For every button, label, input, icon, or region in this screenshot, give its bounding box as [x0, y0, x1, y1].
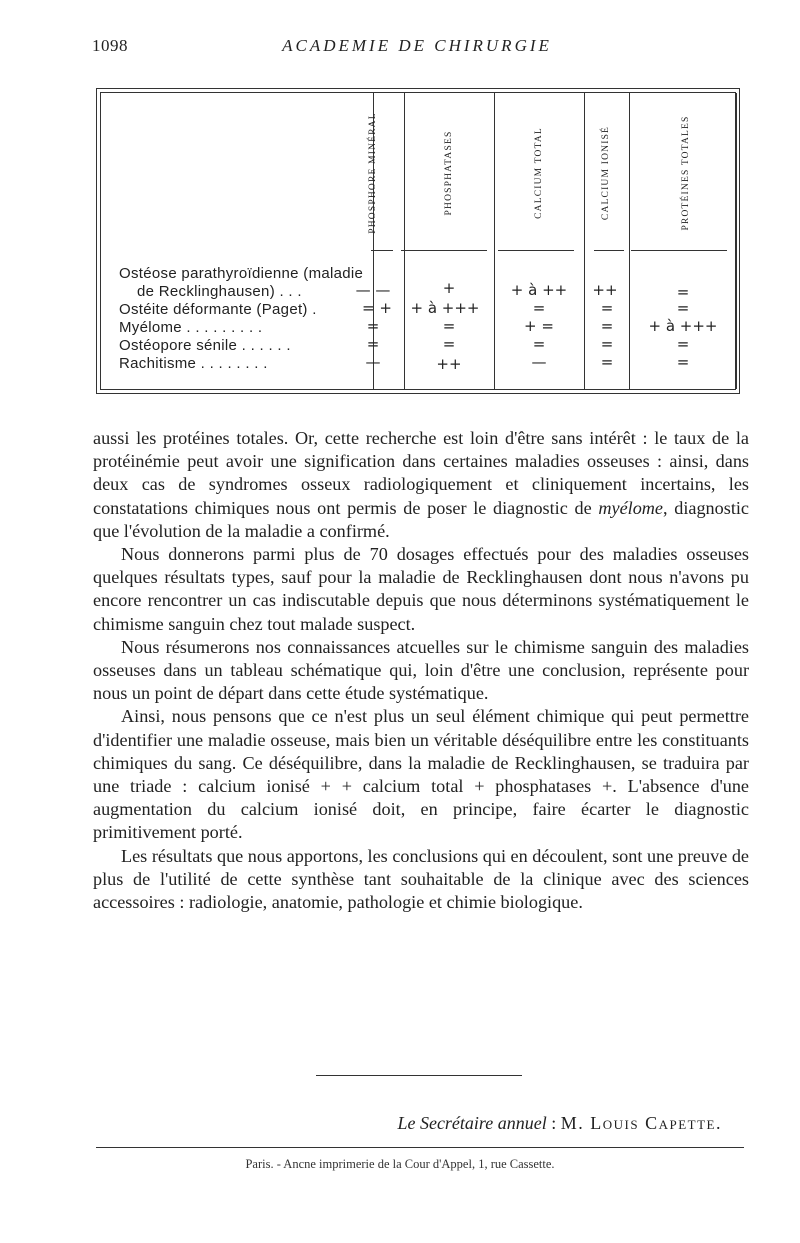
table-cell: — — [531, 353, 547, 371]
page-header — [92, 36, 742, 60]
results-table — [96, 88, 740, 394]
header-rule — [498, 250, 574, 251]
paragraph: aussi les protéines totales. Or, cette recherche est loin d'être sans intérêt : le taux de la protéinémie peut avoir une signification dans certaines maladies osseuses : ainsi, dans deux cas de syndromes osseux radiologiquement et cliniquement incertains, les constatations chimiques nous ont permis de poser le diagnostic de myélome, diagnostic que l'évolution de la maladie a confirmé. — [93, 428, 749, 541]
paragraph: Les résultats que nous apportons, les conclusions qui en découlent, sont une preuve de plus de l'utilité de cette synthèse tant souhaitable de la clinique avec des sciences accessoires : radiologie, anatomie, pathologie et chimie biologique. — [93, 845, 749, 913]
column-rule — [404, 93, 405, 389]
paragraph: Nous donnerons parmi plus de 70 dosages effectués pour des maladies osseuses quelques résultats types, sauf pour la maladie de Recklinghausen dont nous n'avons pu encore rencontrer un cas indiscutable depuis que nous déterminons systématiquement le chimisme sanguin chez tout malade suspect. — [93, 544, 749, 634]
column-rule — [494, 93, 495, 389]
column-rule — [736, 93, 737, 389]
header-rule — [371, 250, 393, 251]
column-rule — [584, 93, 585, 389]
footer-divider — [96, 1147, 744, 1148]
table-cell: = — [676, 299, 690, 317]
signature-separator: : — [546, 1113, 561, 1133]
row-label: de Recklinghausen) . . . — [137, 283, 302, 300]
row-label: Ostéopore sénile . . . . . . — [119, 337, 291, 354]
table-cell: + à ++ — [510, 281, 568, 299]
column-header: CALCIUM IONISÉ — [601, 125, 611, 221]
table-cell: ++ — [436, 355, 462, 373]
section-divider — [316, 1075, 522, 1076]
table-cell: = — [676, 283, 690, 301]
column-header: PROTÉINES TOTALES — [681, 115, 691, 231]
table-cell: — — — [355, 281, 391, 299]
table-cell: + à +++ — [410, 299, 480, 317]
table-cell: = — [600, 299, 614, 317]
table-cell: = + — [362, 299, 392, 317]
table-cell: = — [600, 317, 614, 335]
table-inner-frame — [100, 92, 736, 390]
table-cell: + — [442, 279, 456, 297]
table-cell: = — [442, 317, 456, 335]
header-rule — [631, 250, 727, 251]
table-cell: = — [366, 335, 380, 353]
table-cell: = — [600, 335, 614, 353]
table-cell: — — [365, 353, 381, 371]
italic-term: myélome — [598, 497, 663, 518]
signature — [397, 1113, 722, 1134]
signature-role: Le Secrétaire annuel — [397, 1113, 547, 1133]
header-rule — [594, 250, 624, 251]
header-rule — [401, 250, 487, 251]
running-title: ACADEMIE DE CHIRURGIE — [282, 36, 552, 55]
table-cell: = — [532, 335, 546, 353]
body-text — [93, 427, 749, 914]
table-cell: ++ — [592, 281, 618, 299]
row-label: Ostéite déformante (Paget) . — [119, 301, 317, 318]
row-label: Rachitisme . . . . . . . . — [119, 355, 268, 372]
column-header: PHOSPHATASES — [444, 130, 454, 216]
table-cell: = — [366, 317, 380, 335]
column-header: PHOSPHORE MINÉRAL — [368, 112, 378, 234]
row-label: Ostéose parathyroïdienne (maladie — [119, 265, 364, 282]
paragraph: Nous résumerons nos connaissances atcuelles sur le chimisme sanguin des maladies osseuses dans un tableau schématique qui, loin d'être une conclusion, représente pour nous un point de départ dans cette étude systématique. — [93, 636, 749, 704]
table-cell: = — [442, 335, 456, 353]
table-cell: = — [532, 299, 546, 317]
signature-name: M. Louis Capette. — [560, 1113, 722, 1133]
table-cell: + = — [524, 317, 554, 335]
table-cell: + à +++ — [648, 317, 718, 335]
table-cell: = — [676, 353, 690, 371]
column-rule — [629, 93, 630, 389]
row-label: Myélome . . . . . . . . . — [119, 319, 263, 336]
table-cell: = — [600, 353, 614, 371]
table-cell: = — [676, 335, 690, 353]
column-header: CALCIUM TOTAL — [534, 127, 544, 219]
printer-imprint: Paris. - Ancne imprimerie de la Cour d'Appel, 1, rue Cassette. — [245, 1157, 555, 1171]
page-number: 1098 — [92, 36, 128, 55]
paragraph: Ainsi, nous pensons que ce n'est plus un seul élément chimique qui peut permettre d'identifier une maladie osseuse, mais bien un véritable déséquilibre entre les constituants chimiques du sang. Ce déséquilibre, dans la maladie de Recklinghausen, se traduira par une triade : calcium ionisé + + calcium total + phosphatases +. L'absence d'une augmentation du calcium ionisé doit, en principe, faire écarter le diagnostic primitivement porté. — [93, 706, 749, 843]
